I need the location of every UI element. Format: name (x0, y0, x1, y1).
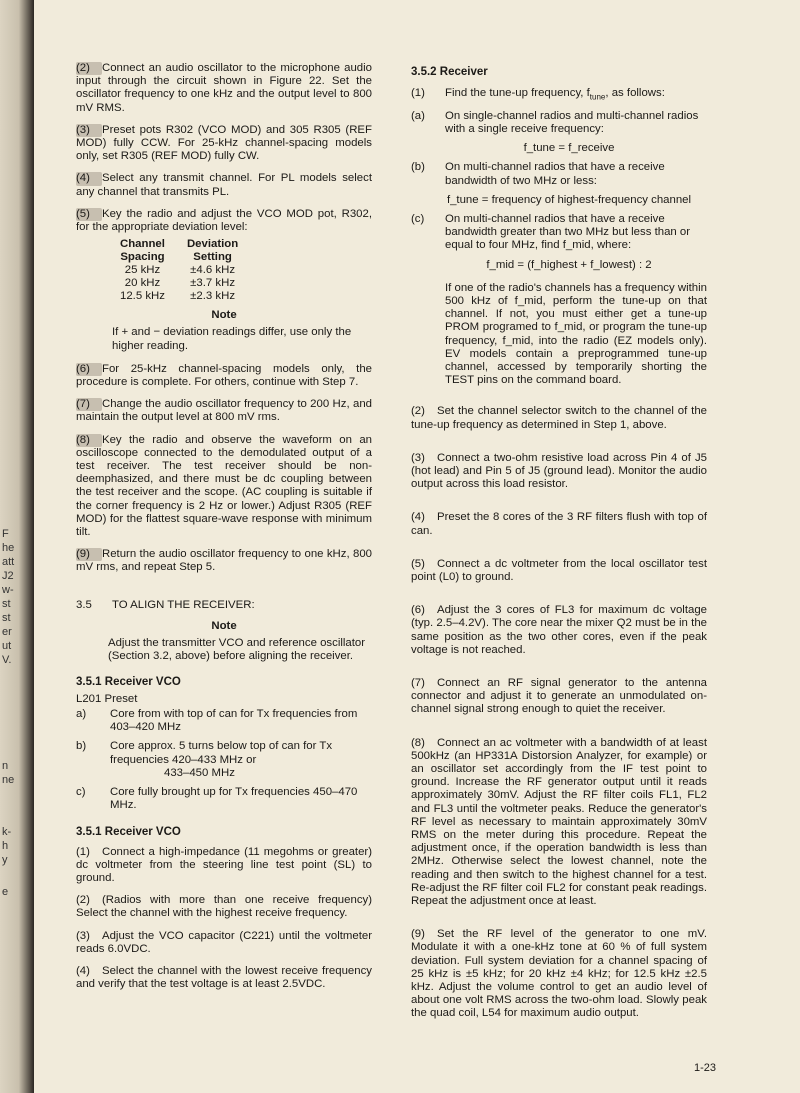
step-number: (5) (411, 557, 425, 570)
gutter-fragment: h (2, 840, 9, 852)
page-number: 1-23 (693, 1062, 716, 1074)
gutter-fragment: st (2, 598, 11, 610)
gutter-fragment: k- (2, 826, 12, 838)
gutter-fragment: he (2, 542, 15, 554)
step-number: (3) (76, 929, 90, 942)
gutter-fragment: e (2, 886, 9, 898)
step-text: Change the audio oscillator frequency to 200 Hz, and maintain the output level at 800 mV rms. (76, 398, 372, 424)
formula: f_tune = frequency of highest-frequency channel (446, 193, 692, 206)
subsection-heading: 3.5.2 Receiver (411, 66, 488, 78)
table-cell: ±2.3 kHz (190, 290, 236, 303)
preset-extra: 433–450 MHz (164, 766, 235, 779)
step-text: For 25-kHz channel-spacing models only, the procedure is complete. For others, continue with Step 7. (76, 362, 372, 389)
gutter-fragment: V. (2, 654, 12, 666)
step-text: Adjust the 3 cores of FL3 for maximum dc voltage (typ. 2.5–4.2V). The core near the mixer Q2 must be in the same position as the two other cores, even if the peak voltage is not reached. (411, 604, 707, 656)
right-column (411, 66, 707, 1030)
step-text: Return the audio oscillator frequency to one kHz, 800 mV rms, and repeat Step 5. (76, 548, 372, 574)
step-number: (3) (411, 451, 425, 464)
table-cell: 25 kHz (124, 264, 161, 277)
step-item (411, 405, 707, 431)
step-text: , as follows: (605, 87, 665, 100)
step-item (76, 398, 372, 424)
preset-item (76, 740, 372, 766)
step-text: Connect an ac voltmeter with a bandwidth of at least 500kHz (an HP331A Distorsion Analyzer, for example) or an oscillator set accordingly from the IF test point to ground. Increase the RF generator output until it reads approximately 30mV. Adjust the RF filter coils FL1, FL2 and FL3 until the voltmeter peaks. Reduce the generator's RF level as necessary to maintain approximately 30mV RMS on the meter during this procedure. Repeat the adjustment once, if the operation bandwidth is less than 2MHz. Otherwise select the lowest channel, note the reading and then switch to the highest channel for a test. Re-adjust the RF filter coil FL2 for constant peak readings. Repeat the adjustment once at least. (411, 736, 707, 908)
step-item (76, 548, 372, 574)
step-number: (5) (76, 208, 102, 221)
table-row (120, 264, 260, 277)
preset-label: b) (76, 740, 87, 753)
step-text: Select any transmit channel. For PL models select any channel that transmits PL. (76, 172, 372, 198)
case-item (411, 213, 707, 253)
step-text: (Radios with more than one receive frequency) Select the channel with the highest receive frequency. (76, 894, 372, 920)
table-row (120, 290, 260, 303)
deviation-table (120, 238, 260, 303)
left-column (76, 62, 372, 1000)
formula: f_mid = (f_highest + f_lowest) : 2 (486, 258, 652, 271)
preset-item (76, 708, 372, 734)
step-text: Connect a high-impedance (11 megohms or greater) dc voltmeter from the steering line test point (SL) to ground. (76, 845, 372, 884)
step-item (76, 124, 372, 164)
step-item (411, 677, 707, 717)
step-item (411, 511, 707, 537)
preset-label: c) (76, 785, 86, 798)
step-number: (7) (76, 398, 102, 411)
table-header: Setting (193, 251, 232, 264)
step-item (76, 965, 372, 991)
step-number: (4) (76, 964, 90, 977)
step-number: (8) (76, 434, 102, 447)
step-number: (4) (76, 172, 102, 185)
step-item (76, 172, 372, 198)
table-cell: ±3.7 kHz (190, 277, 236, 290)
gutter-fragment: n (2, 760, 9, 772)
step-item (411, 452, 707, 492)
step-number: (6) (76, 363, 102, 376)
preset-text: Core from with top of can for Tx frequencies from 403–420 MHz (110, 707, 358, 734)
step-number: (1) (76, 845, 90, 858)
preset-text: Core approx. 5 turns below top of can for Tx frequencies 420–433 MHz or (110, 740, 333, 766)
step-number: (8) (411, 736, 425, 749)
step-number: (2) (76, 894, 90, 907)
note-body: If + and − deviation readings differ, use only the higher reading. (112, 326, 352, 352)
note-body: Adjust the transmitter VCO and reference oscillator (Section 3.2, above) before aligning the receiver. (108, 637, 366, 663)
gutter-fragment: w- (2, 584, 14, 596)
gutter-fragment: st (2, 612, 11, 624)
subscript: tune (589, 92, 606, 102)
section-heading (76, 599, 372, 612)
step-number: (2) (411, 405, 425, 418)
preset-label: a) (76, 707, 87, 720)
preset-text: Core fully brought up for Tx frequencies 450–470 MHz. (110, 785, 358, 812)
gutter-fragment: er (2, 626, 12, 638)
binding-gutter (0, 0, 34, 1093)
step-text: Preset the 8 cores of the 3 RF filters flush with top of can. (411, 511, 707, 537)
note-title: Note (211, 619, 237, 632)
gutter-fragment: F (2, 528, 9, 540)
case-item (411, 161, 707, 187)
gutter-fragment: ut (2, 640, 12, 652)
table-header: Deviation (186, 238, 239, 251)
table-cell: 20 kHz (124, 277, 161, 290)
step-item (76, 434, 372, 540)
step-text: Preset pots R302 (VCO MOD) and 305 R305 (REF MOD) fully CCW. For 25-kHz channel-spacing models only, set R305 (REF MOD) fully CW. (76, 123, 372, 163)
case-text: On multi-channel radios that have a receive bandwidth of two MHz or less: (445, 161, 665, 187)
step-number: (9) (76, 548, 102, 561)
subsection-heading: 3.5.1 Receiver VCO (76, 826, 181, 839)
step-text: Set the channel selector switch to the channel of the tune-up frequency as determined in Step 1, above. (411, 405, 707, 431)
step-number: (4) (411, 511, 425, 524)
step-text: Connect a dc voltmeter from the local oscillator test point (L0) to ground. (411, 557, 707, 583)
gutter-fragment: att (2, 556, 15, 568)
preset-heading: L201 Preset (76, 692, 138, 705)
step-text: Connect a two-ohm resistive load across Pin 4 of J5 (hot lead) and Pin 5 of J5 (ground lead). Monitor the audio output across this load resistor. (411, 451, 707, 491)
table-header: Channel (120, 238, 165, 251)
subsection-heading: 3.5.1 Receiver VCO (76, 675, 181, 688)
step-item (76, 930, 372, 956)
step-item (76, 62, 372, 115)
step-item (411, 737, 707, 909)
step-text: Find the tune-up frequency, f (445, 87, 590, 100)
step-number: (1) (411, 87, 425, 100)
case-item (411, 110, 707, 136)
step-text: Key the radio and adjust the VCO MOD pot, R302, for the appropriate deviation level: (76, 207, 372, 234)
step-text: Key the radio and observe the waveform on an oscilloscope connected to the demodulated output of a test receiver. The test receiver should be non-deemphasized, and there must be dc coupling between the test receiver and the scope. (AC coupling is suitable if the corner frequency is 2 Hz or lower.) Adjust R305 (REF MOD) for the flattest square-wave response with minimum tilt. (76, 433, 372, 539)
step-number: (2) (76, 62, 102, 75)
paragraph: If one of the radio's channels has a frequency within 500 kHz of f_mid, perform the tune-up on that channel. If not, you must either get a tune-up PROM programed to f_mid, or program the tune-up frequency, f_mid, into the radio (EZ models only). EV models contain a preprogrammed tune-up channel, accessed by temporarily shorting the TEST pins on the command board. (445, 281, 707, 387)
case-label: (b) (411, 161, 425, 174)
step-item (76, 363, 372, 389)
step-item (76, 846, 372, 886)
step-number: (6) (411, 604, 425, 617)
step-text: Set the RF level of the generator to one mV. Modulate it with a one-kHz tone at 60 % of full system deviation. Full system deviation for a channel spacing of 25 kHz is ±5 kHz; for 20 kHz ±4 kHz; for 12.5 kHz ±2.5 kHz. Adjust the volume control to get an audio level of about one volt RMS across the two-ohm load. Slowly peak the quad coil, L54 for maximum audio output. (411, 928, 707, 1020)
step-item (411, 558, 707, 584)
step-item (411, 928, 707, 1020)
step-number: (3) (76, 124, 102, 137)
case-text: On single-channel radios and multi-channel radios with a single receive frequency: (445, 109, 699, 135)
step-text: Adjust the VCO capacitor (C221) until the voltmeter reads 6.0VDC. (76, 929, 372, 955)
gutter-fragment: ne (2, 774, 15, 786)
gutter-fragment: J2 (2, 570, 14, 582)
step-number: (9) (411, 928, 425, 941)
case-label: (a) (411, 109, 425, 122)
formula: f_tune = f_receive (523, 142, 615, 155)
step-text: Connect an RF signal generator to the antenna connector and adjust it to generate an unmodulated on-channel signal strong enough to quiet the receiver. (411, 676, 707, 716)
case-text: On multi-channel radios that have a receive bandwidth greater than two MHz but less than or equal to four MHz, find f_mid, where: (445, 212, 691, 252)
case-label: (c) (411, 212, 425, 225)
step-item (76, 208, 372, 234)
step-item (76, 894, 372, 920)
gutter-fragment: y (2, 854, 8, 866)
table-header: Spacing (120, 251, 165, 264)
table-cell: 12.5 kHz (120, 290, 165, 303)
section-number: 3.5 (76, 598, 92, 611)
step-number: (7) (411, 676, 425, 689)
step-item (411, 604, 707, 657)
section-title: TO ALIGN THE RECEIVER: (112, 598, 255, 611)
note-title: Note (211, 309, 237, 322)
table-cell: ±4.6 kHz (190, 264, 236, 277)
table-row (120, 277, 260, 290)
preset-item (76, 786, 372, 812)
step-item (411, 87, 707, 103)
step-text: Select the channel with the lowest receive frequency and verify that the test voltage is at least 2.5VDC. (76, 964, 372, 991)
step-text: Connect an audio oscillator to the microphone audio input through the circuit shown in Figure 22. Set the oscillator frequency to one kHz and the output level to 800 mV RMS. (76, 62, 372, 114)
